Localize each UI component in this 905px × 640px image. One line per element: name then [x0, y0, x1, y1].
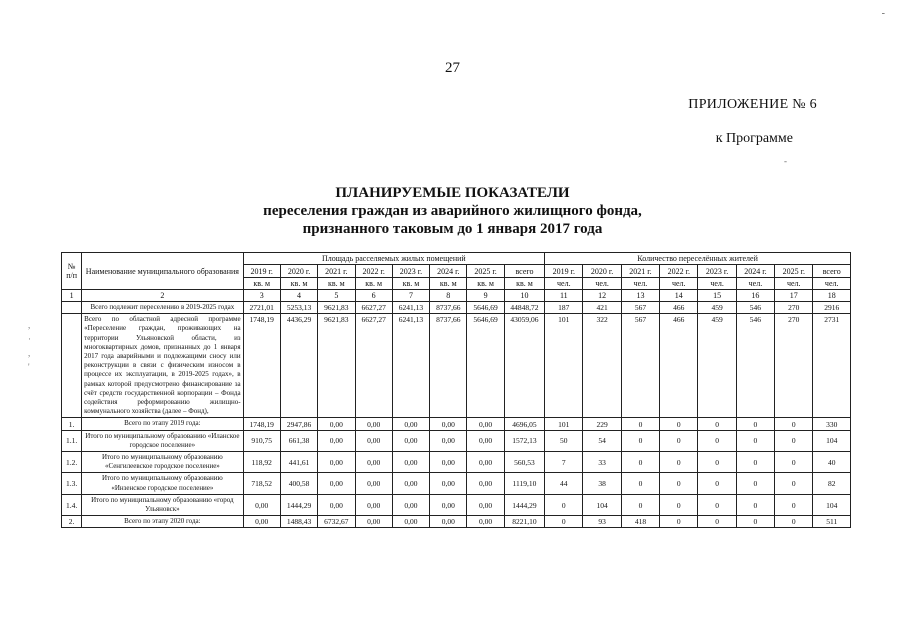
people-value: 567: [621, 314, 659, 418]
area-value: 0,00: [467, 418, 504, 430]
column-index: 11: [545, 290, 583, 302]
table-row: [62, 452, 851, 473]
area-value: 2721,01: [243, 302, 280, 314]
unit-header: чел.: [545, 278, 583, 290]
year-header: 2020 г.: [280, 265, 317, 278]
row-number: [62, 302, 82, 314]
people-value: 270: [775, 302, 813, 314]
area-value: 1119,10: [504, 473, 544, 494]
area-value: 0,00: [392, 494, 429, 515]
people-value: 0: [698, 494, 736, 515]
column-index: 1: [62, 290, 82, 302]
people-value: 101: [545, 418, 583, 430]
people-value: 567: [621, 302, 659, 314]
people-value: 0: [621, 494, 659, 515]
area-value: 0,00: [430, 452, 467, 473]
area-value: 0,00: [355, 430, 392, 451]
column-index: 13: [621, 290, 659, 302]
margin-marks: , · , ': [28, 320, 31, 372]
area-value: 6241,13: [392, 314, 429, 418]
people-value: 0: [736, 418, 774, 430]
area-value: 1444,29: [504, 494, 544, 515]
people-value: 0: [775, 418, 813, 430]
area-value: 0,00: [392, 452, 429, 473]
area-value: 4696,05: [504, 418, 544, 430]
people-value: 546: [736, 314, 774, 418]
row-number: 1.2.: [62, 452, 82, 473]
title-line-3: признанного таковым до 1 января 2017 года: [302, 221, 603, 237]
area-value: 0,00: [355, 418, 392, 430]
area-value: 5646,69: [467, 314, 504, 418]
area-value: 0,00: [318, 452, 355, 473]
people-value: 0: [660, 452, 698, 473]
row-name: Итого по муниципальному образованию «город Ульяновск»: [82, 494, 243, 515]
people-value: 50: [545, 430, 583, 451]
column-index: 2: [82, 290, 243, 302]
row-name: Всего подлежит переселению в 2019-2025 годах: [82, 302, 243, 314]
area-value: 718,52: [243, 473, 280, 494]
row-number: 1.: [62, 418, 82, 430]
area-value: 0,00: [392, 418, 429, 430]
area-value: 1488,43: [280, 516, 317, 528]
area-value: 0,00: [467, 473, 504, 494]
people-value: 40: [813, 452, 851, 473]
area-value: 0,00: [355, 494, 392, 515]
people-value: 322: [583, 314, 621, 418]
area-value: 6732,67: [318, 516, 355, 528]
column-index: 17: [775, 290, 813, 302]
people-value: 0: [698, 452, 736, 473]
area-value: 9621,83: [318, 314, 355, 418]
area-value: 1748,19: [243, 314, 280, 418]
unit-header: чел.: [583, 278, 621, 290]
people-value: 0: [621, 473, 659, 494]
area-value: 0,00: [318, 494, 355, 515]
people-value: 104: [583, 494, 621, 515]
unit-header: кв. м: [280, 278, 317, 290]
people-value: 38: [583, 473, 621, 494]
document-title: [0, 184, 905, 238]
people-value: 0: [698, 430, 736, 451]
people-value: 459: [698, 302, 736, 314]
row-number: 2.: [62, 516, 82, 528]
area-value: 0,00: [392, 430, 429, 451]
appendix-label: ПРИЛОЖЕНИЕ № 6: [688, 97, 817, 112]
column-index: 7: [392, 290, 429, 302]
scan-mark: -: [784, 156, 787, 166]
year-header: 2021 г.: [318, 265, 355, 278]
people-value: 0: [736, 494, 774, 515]
people-value: 104: [813, 430, 851, 451]
table-row: [62, 473, 851, 494]
unit-header: кв. м: [504, 278, 544, 290]
header-area-group: Площадь расселяемых жилых помещений: [243, 253, 545, 265]
unit-header: чел.: [736, 278, 774, 290]
area-value: 441,61: [280, 452, 317, 473]
year-header: 2022 г.: [660, 265, 698, 278]
unit-header: чел.: [775, 278, 813, 290]
people-value: 2916: [813, 302, 851, 314]
title-line-1: ПЛАНИРУЕМЫЕ ПОКАЗАТЕЛИ: [335, 185, 570, 201]
table-row: [62, 418, 851, 430]
area-value: 1572,13: [504, 430, 544, 451]
area-value: 0,00: [355, 452, 392, 473]
people-value: 459: [698, 314, 736, 418]
area-value: 0,00: [467, 516, 504, 528]
area-value: 0,00: [430, 516, 467, 528]
column-index: 10: [504, 290, 544, 302]
area-value: 8737,66: [430, 302, 467, 314]
unit-header: чел.: [813, 278, 851, 290]
unit-header: кв. м: [318, 278, 355, 290]
people-value: 0: [698, 516, 736, 528]
column-index: 5: [318, 290, 355, 302]
unit-header: кв. м: [355, 278, 392, 290]
row-name: Итого по муниципальному образованию «Сенгилеевское городское поселение»: [82, 452, 243, 473]
area-value: 0,00: [318, 473, 355, 494]
people-value: 44: [545, 473, 583, 494]
people-value: 421: [583, 302, 621, 314]
area-value: 0,00: [467, 494, 504, 515]
area-value: 6241,13: [392, 302, 429, 314]
people-value: 0: [660, 516, 698, 528]
people-value: 0: [736, 430, 774, 451]
area-value: 0,00: [243, 494, 280, 515]
unit-header: чел.: [621, 278, 659, 290]
people-value: 54: [583, 430, 621, 451]
unit-header: кв. м: [430, 278, 467, 290]
area-value: 9621,83: [318, 302, 355, 314]
people-value: 0: [736, 516, 774, 528]
people-value: 0: [621, 430, 659, 451]
people-value: 0: [775, 494, 813, 515]
area-value: 0,00: [430, 494, 467, 515]
people-value: 0: [621, 418, 659, 430]
area-value: 910,75: [243, 430, 280, 451]
row-name: Итого по муниципальному образованию «Иланское городское поселение»: [82, 430, 243, 451]
row-number: 1.4.: [62, 494, 82, 515]
year-header: 2025 г.: [467, 265, 504, 278]
corner-mark: ‐: [881, 8, 885, 19]
people-value: 7: [545, 452, 583, 473]
area-value: 5646,69: [467, 302, 504, 314]
column-index: 14: [660, 290, 698, 302]
column-index-row: [62, 290, 851, 302]
people-value: 0: [698, 418, 736, 430]
people-value: 0: [621, 452, 659, 473]
people-value: 0: [775, 452, 813, 473]
people-value: 511: [813, 516, 851, 528]
area-value: 44848,72: [504, 302, 544, 314]
area-value: 0,00: [467, 430, 504, 451]
year-header: всего: [813, 265, 851, 278]
people-value: 270: [775, 314, 813, 418]
people-value: 104: [813, 494, 851, 515]
year-header: 2021 г.: [621, 265, 659, 278]
column-index: 6: [355, 290, 392, 302]
year-header: 2025 г.: [775, 265, 813, 278]
title-line-2: переселения граждан из аварийного жилищного фонда,: [263, 203, 642, 219]
year-header: 2020 г.: [583, 265, 621, 278]
header-no: № п/п: [62, 253, 82, 290]
row-name: Всего по этапу 2020 года:: [82, 516, 243, 528]
header-name: Наименование муниципального образования: [82, 253, 243, 290]
row-name: Итого по муниципальному образованию «Инзенское городское поселение»: [82, 473, 243, 494]
year-header: 2023 г.: [698, 265, 736, 278]
row-name: Всего по областной адресной программе «Переселение граждан, проживающих на территории Ульяновской области, из многоквартирных домов, признанных до 1 января 2017 года аварийными и подлежащими сносу или реконструкции в связи с физическим износом в процессе их эксплуатации, в 2019-2025 годах», в рамках которой предусмотрено финансирование за счёт средств государственной корпорации – Фонда содействия реформированию жилищно-коммунального хозяйства (далее – Фонд),: [82, 314, 243, 418]
column-index: 9: [467, 290, 504, 302]
table-row: [62, 430, 851, 451]
area-value: 0,00: [430, 418, 467, 430]
people-value: 0: [775, 473, 813, 494]
people-value: 33: [583, 452, 621, 473]
area-value: 0,00: [392, 473, 429, 494]
area-value: 5253,13: [280, 302, 317, 314]
area-value: 560,53: [504, 452, 544, 473]
column-index: 18: [813, 290, 851, 302]
area-value: 6627,27: [355, 314, 392, 418]
year-header: 2024 г.: [430, 265, 467, 278]
area-value: 2947,86: [280, 418, 317, 430]
people-value: 0: [545, 516, 583, 528]
row-number: 1.1.: [62, 430, 82, 451]
area-value: 0,00: [318, 430, 355, 451]
people-value: 0: [660, 494, 698, 515]
area-value: 118,92: [243, 452, 280, 473]
area-value: 43059,06: [504, 314, 544, 418]
area-value: 4436,29: [280, 314, 317, 418]
area-value: 1748,19: [243, 418, 280, 430]
area-value: 0,00: [355, 473, 392, 494]
area-value: 8737,66: [430, 314, 467, 418]
area-value: 8221,10: [504, 516, 544, 528]
unit-header: чел.: [660, 278, 698, 290]
column-index: 16: [736, 290, 774, 302]
year-header: всего: [504, 265, 544, 278]
table-row: [62, 494, 851, 515]
column-index: 3: [243, 290, 280, 302]
people-value: 101: [545, 314, 583, 418]
program-label: к Программе: [715, 131, 793, 146]
page-number: 27: [445, 60, 460, 76]
people-value: 418: [621, 516, 659, 528]
area-value: 661,38: [280, 430, 317, 451]
unit-header: чел.: [698, 278, 736, 290]
people-value: 0: [660, 418, 698, 430]
year-header: 2019 г.: [545, 265, 583, 278]
area-value: 0,00: [392, 516, 429, 528]
year-header: 2024 г.: [736, 265, 774, 278]
row-name: Всего по этапу 2019 года:: [82, 418, 243, 430]
people-value: 0: [545, 494, 583, 515]
people-value: 82: [813, 473, 851, 494]
area-value: 6627,27: [355, 302, 392, 314]
table-row: [62, 314, 851, 418]
year-header: 2023 г.: [392, 265, 429, 278]
table-row: [62, 302, 851, 314]
column-index: 4: [280, 290, 317, 302]
column-index: 15: [698, 290, 736, 302]
area-value: 0,00: [430, 430, 467, 451]
people-value: 0: [698, 473, 736, 494]
table-row: [62, 516, 851, 528]
row-number: [62, 314, 82, 418]
people-value: 229: [583, 418, 621, 430]
area-value: 0,00: [430, 473, 467, 494]
area-value: 400,58: [280, 473, 317, 494]
unit-header: кв. м: [467, 278, 504, 290]
row-number: 1.3.: [62, 473, 82, 494]
people-value: 466: [660, 314, 698, 418]
year-header: 2022 г.: [355, 265, 392, 278]
people-value: 187: [545, 302, 583, 314]
people-value: 0: [775, 430, 813, 451]
area-value: 0,00: [355, 516, 392, 528]
indicators-table: [61, 252, 851, 528]
people-value: 0: [660, 430, 698, 451]
year-header: 2019 г.: [243, 265, 280, 278]
people-value: 466: [660, 302, 698, 314]
area-value: 0,00: [467, 452, 504, 473]
area-value: 1444,29: [280, 494, 317, 515]
unit-header: кв. м: [392, 278, 429, 290]
people-value: 0: [736, 452, 774, 473]
unit-header: кв. м: [243, 278, 280, 290]
people-value: 0: [775, 516, 813, 528]
people-value: 2731: [813, 314, 851, 418]
people-value: 0: [660, 473, 698, 494]
area-value: 0,00: [243, 516, 280, 528]
people-value: 330: [813, 418, 851, 430]
people-value: 0: [736, 473, 774, 494]
column-index: 12: [583, 290, 621, 302]
header-people-group: Количество переселённых жителей: [545, 253, 851, 265]
area-value: 0,00: [318, 418, 355, 430]
column-index: 8: [430, 290, 467, 302]
people-value: 546: [736, 302, 774, 314]
people-value: 93: [583, 516, 621, 528]
